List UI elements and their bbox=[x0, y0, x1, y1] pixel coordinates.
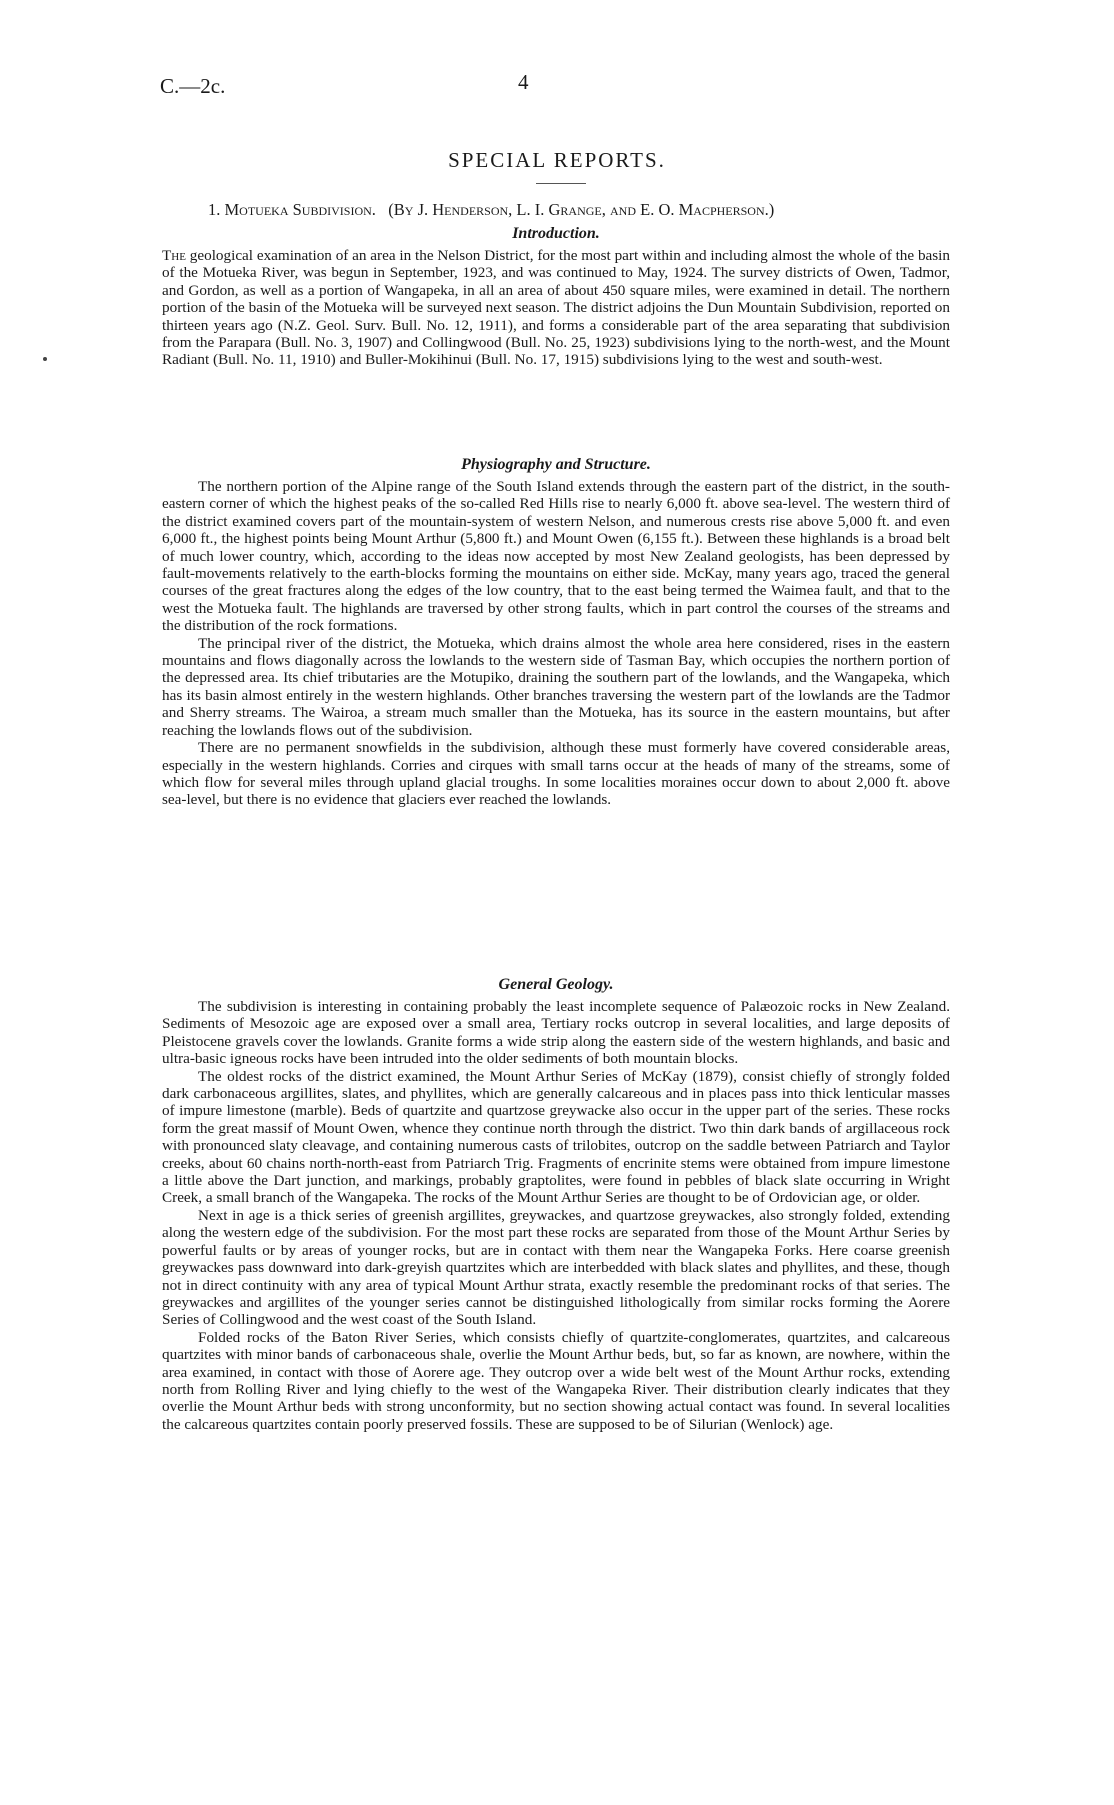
section-introduction bbox=[162, 225, 950, 369]
physiography-paragraph-3: There are no permanent snowfields in the subdivision, although these must formerly have covered considerable areas, especially in the western highlands. Corries and cirques with small tarns occur at the heads of many of the streams, some of which flow for several miles through upland glacial troughs. In some localities moraines occur down to about 2,000 ft. above sea-level, but there is no evidence that glaciers ever reached the lowlands. bbox=[162, 739, 950, 809]
physiography-paragraph-2: The principal river of the district, the Motueka, which drains almost the whole area here considered, rises in the eastern mountains and flows diagonally across the lowlands to the western side of Tasman Bay, which occupies the northern portion of the depressed area. Its chief tributaries are the Motupiko, draining the southern part of the lowlands, and the Wangapeka, which has its basin almost entirely in the western highlands. Other branches traversing the western part of the lowlands are the Tadmor and Sherry streams. The Wairoa, a stream much smaller than the Motueka, has its source in the eastern mountains, but after reaching the lowlands flows out of the subdivision. bbox=[162, 634, 950, 739]
physiography-paragraph-1: The northern portion of the Alpine range of the South Island extends through the eastern part of the district, in the south-eastern corner of which the highest peaks of the so-called Red Hills rise to nearly 6,000 ft. above sea-level. The western third of the district examined covers part of the mountain-system of western Nelson, and numerous crests rise above 5,000 ft. and even 6,000 ft., the highest points being Mount Arthur (5,800 ft.) and Mount Owen (6,155 ft.). Between these highlands is a broad belt of much lower country, which, according to the ideas now accepted by most New Zealand geologists, has been depressed by fault-movements relatively to the earth-blocks forming the mountains on either side. McKay, many years ago, traced the general courses of the great fractures along the edges of the low country, that to the east being termed the Waimea fault, and that to the west the Motueka fault. The highlands are traversed by other strong faults, which in part control the courses of the streams and the distribution of the rock formations. bbox=[162, 478, 950, 635]
report-number-name: 1. Motueka Subdivision. bbox=[208, 200, 376, 219]
lead-word: The bbox=[162, 247, 186, 264]
section-heading-geology: General Geology. bbox=[498, 976, 614, 993]
report-heading bbox=[208, 200, 774, 220]
section-heading-physiography: Physiography and Structure. bbox=[461, 456, 651, 473]
page-number: 4 bbox=[518, 70, 529, 94]
page-title: SPECIAL REPORTS. bbox=[448, 148, 666, 172]
margin-mark bbox=[43, 357, 47, 361]
geology-paragraph-3: Next in age is a thick series of greenish argillites, greywackes, and quartzose greywackes, also strongly folded, extending along the western edge of the subdivision. For the most part these rocks are separated from those of the Mount Arthur Series by powerful faults or by areas of younger rocks, but are in contact with them near the Wangapeka Forks. Here coarse greenish greywackes pass downward into dark-greyish quartzites which are interbedded with black slates and phyllites, and these, though not in direct continuity with any area of typical Mount Arthur strata, exactly resemble the predominant rocks of that series. The greywackes and argillites of the younger series cannot be distinguished lithologically from similar rocks forming the Aorere Series of Collingwood and the west coast of the South Island. bbox=[162, 1206, 950, 1329]
report-authors: (By J. Henderson, L. I. Grange, and E. O. Macpherson.) bbox=[388, 200, 775, 219]
title-divider bbox=[536, 183, 586, 184]
geology-paragraph-1: The subdivision is interesting in containing probably the least incomplete sequence of Palæozoic rocks in New Zealand. Sediments of Mesozoic age are exposed over a small area, Tertiary rocks outcrop in several localities, and large deposits of Pleistocene gravels cover the lowlands. Granite forms a wide strip along the eastern side of the western highlands, and basic and ultra-basic igneous rocks have been intruded into the older sediments of both mountain blocks. bbox=[162, 998, 950, 1068]
introduction-paragraph: The geological examination of an area in the Nelson District, for the most part within and including almost the whole of the basin of the Motueka River, was begun in September, 1923, and was continued to May, 1924. The survey districts of Owen, Tadmor, and Gordon, as well as a portion of Wangapeka, in all an area of about 450 square miles, were examined in detail. The northern portion of the basin of the Motueka will be surveyed next season. The district adjoins the Dun Mountain Subdivision, reported on thirteen years ago (N.Z. Geol. Surv. Bull. No. 12, 1911), and forms a considerable part of the area separating that subdivision from the Parapara (Bull. No. 3, 1907) and Collingwood (Bull. No. 25, 1923) subdivisions lying to the north-west, and the Mount Radiant (Bull. No. 11, 1910) and Buller-Mokihinui (Bull. No. 17, 1915) subdivisions lying to the west and south-west. bbox=[162, 247, 950, 369]
section-geology bbox=[162, 976, 950, 1433]
geology-paragraph-4: Folded rocks of the Baton River Series, which consists chiefly of quartzite-conglomerates, quartzites, and calcareous quartzites with minor bands of carbonaceous shale, overlie the Mount Arthur beds, but, so far as known, are nowhere, within the area examined, in contact with those of Aorere age. They outcrop over a wide belt west of the Mount Arthur rocks, extending north from Rolling River and lying chiefly to the west of the Wangapeka River. Their distribution clearly indicates that they overlie the Mount Arthur beds with strong unconformity, but no section showing actual contact was found. In several localities the calcareous quartzites contain poorly preserved fossils. These are supposed to be of Silurian (Wenlock) age. bbox=[162, 1328, 950, 1433]
geology-paragraph-2: The oldest rocks of the district examined, the Mount Arthur Series of McKay (1879), consist chiefly of strongly folded dark carbonaceous argillites, slates, and phyllites, which are generally calcareous and in places pass into thick lenticular masses of impure limestone (marble). Beds of quartzite and quartzose greywacke also occur in the upper part of the series. These rocks form the great massif of Mount Owen, whence they continue north through the district. Two thin dark bands of argillaceous rock with pronounced slaty cleavage, and containing numerous casts of trilobites, outcrop on the saddle between Patriarch and Taylor creeks, about 60 chains north-north-east from Patriarch Trig. Fragments of encrinite stems were obtained from impure limestone a little above the Dart junction, and markings, probably graptolites, were found in pebbles of black slate occurring in Wright Creek, a small branch of the Wangapeka. The rocks of the Mount Arthur Series are thought to be of Ordovician age, or older. bbox=[162, 1067, 950, 1207]
section-heading-introduction: Introduction. bbox=[512, 225, 600, 242]
section-physiography bbox=[162, 456, 950, 809]
document-reference: C.—2c. bbox=[160, 74, 226, 98]
